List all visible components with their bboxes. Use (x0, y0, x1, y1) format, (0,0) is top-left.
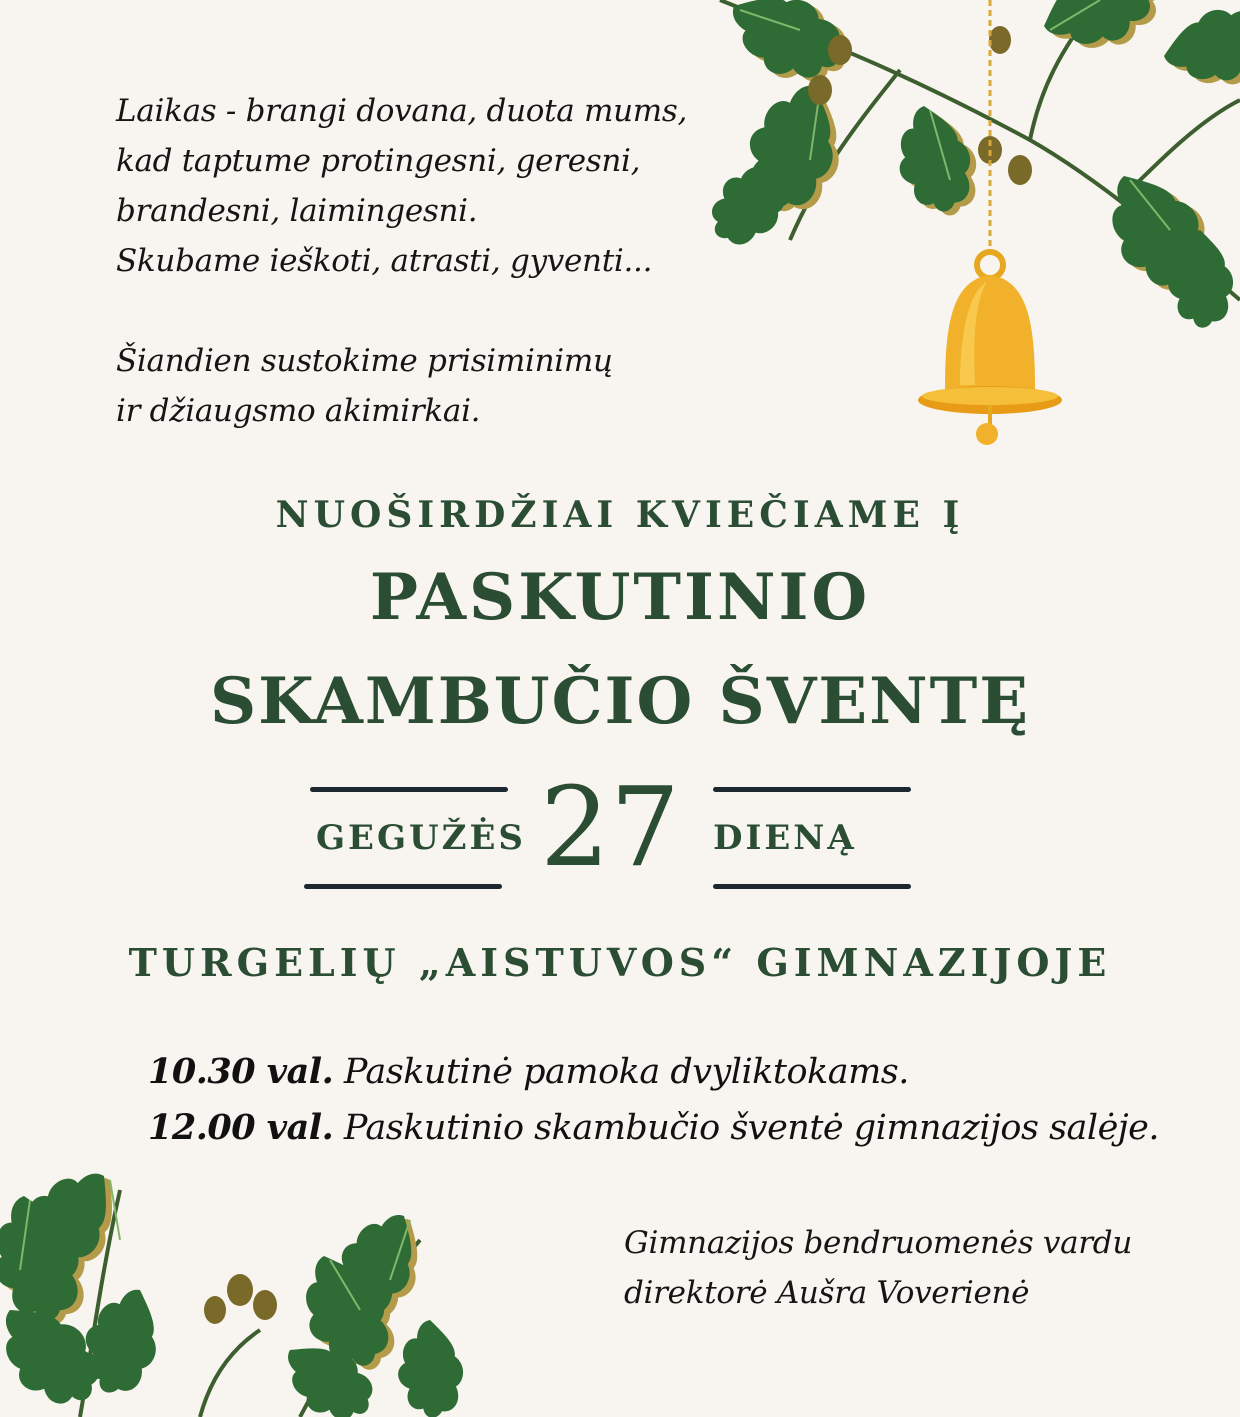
poem (116, 86, 756, 436)
divider-right-top (713, 787, 911, 792)
poem-line: Laikas - brangi dovana, duota mums, (116, 93, 688, 129)
event-title-line1: PASKUTINIO (369, 560, 871, 635)
signature (624, 1218, 1204, 1318)
schedule (148, 1044, 1208, 1156)
signature-line2: direktorė Aušra Voverienė (624, 1275, 1030, 1311)
divider-left-bottom (304, 884, 502, 889)
poem-line: brandesni, laimingesni. (116, 193, 478, 229)
schedule-item (148, 1044, 1208, 1100)
schedule-time: 12.00 val. (148, 1107, 334, 1148)
schedule-text: Paskutinė pamoka dvyliktokams. (343, 1052, 909, 1092)
bell-icon (915, 0, 1065, 450)
venue: TURGELIŲ „AISTUVOS“ GIMNAZIJOJE (128, 940, 1112, 985)
date-suffix: DIENĄ (713, 818, 857, 858)
divider-left-top (310, 787, 508, 792)
poem-line: kad taptume protingesni, geresni, (116, 143, 641, 179)
poem-line: Šiandien sustokime prisiminimų (116, 343, 613, 379)
schedule-text: Paskutinio skambučio šventė gimnazijos salėje. (343, 1108, 1159, 1148)
poem-line: Skubame ieškoti, atrasti, gyventi... (116, 243, 653, 279)
event-title-line2: SKAMBUČIO ŠVENTĘ (209, 664, 1031, 739)
poem-gap (116, 286, 756, 336)
poem-line: ir džiaugsmo akimirkai. (116, 393, 481, 429)
schedule-item (148, 1100, 1208, 1156)
schedule-time: 10.30 val. (148, 1051, 334, 1092)
oak-branch-bottom-left-icon (0, 1160, 500, 1417)
invite-line: NUOŠIRDŽIAI KVIEČIAME Į (275, 494, 965, 536)
date-month: GEGUŽĖS (316, 818, 526, 858)
signature-line1: Gimnazijos bendruomenės vardu (624, 1225, 1132, 1261)
divider-right-bottom (713, 884, 911, 889)
date-day: 27 (540, 763, 680, 891)
